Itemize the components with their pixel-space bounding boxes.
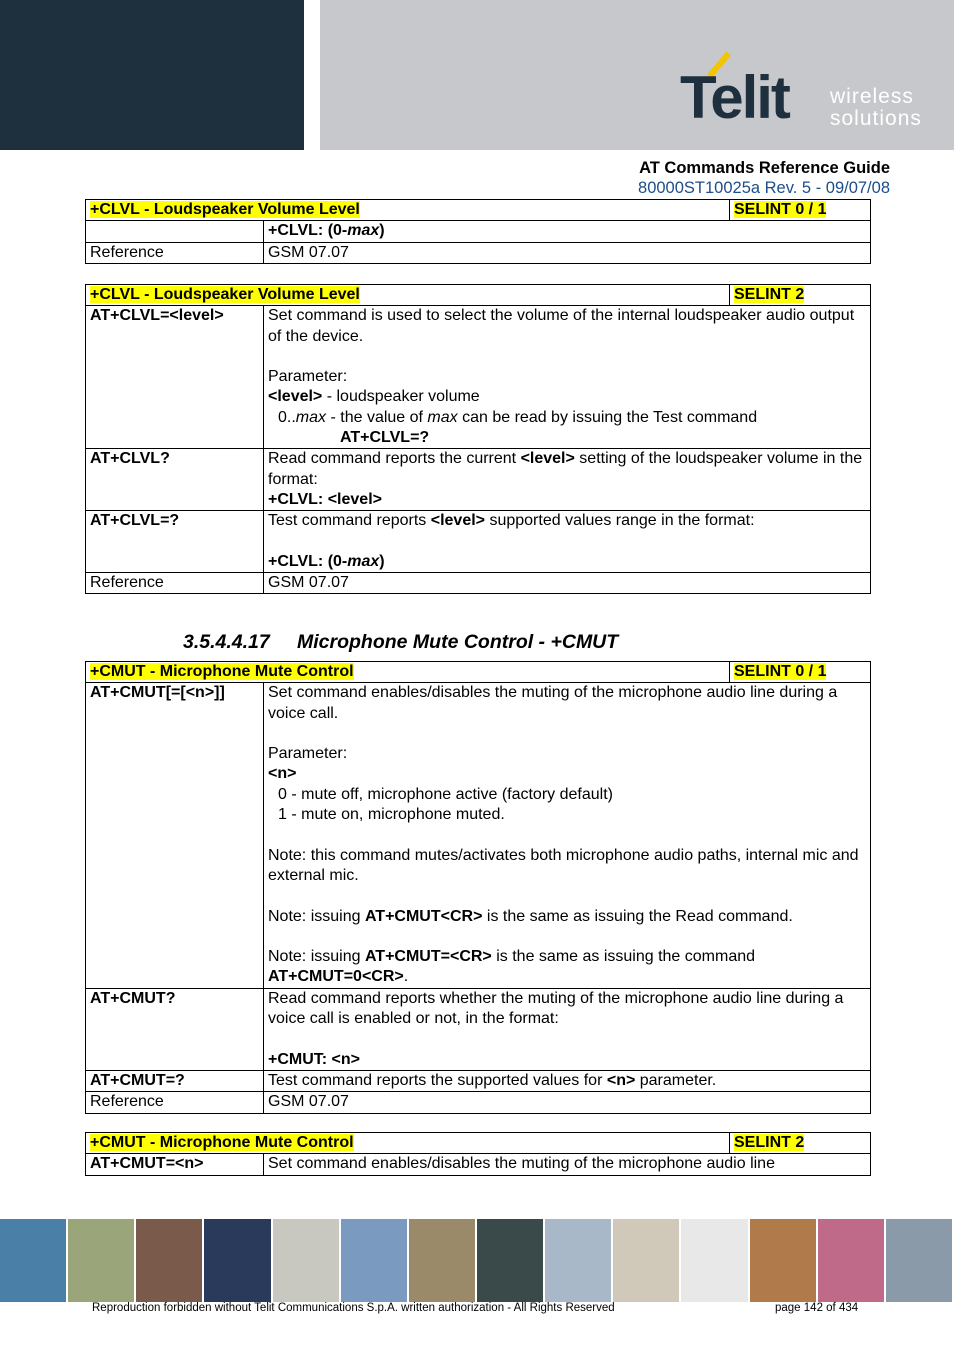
strip-photo [750,1219,818,1302]
header-dark-panel [0,0,304,150]
test-command: AT+CMUT=? [86,1070,264,1091]
section-heading: 3.5.4.4.17 Microphone Mute Control - +CMUT [183,631,619,653]
cmut-table-selint01 [85,661,871,1114]
strip-photo [477,1219,545,1302]
set-description: Set command enables/disables the muting of the microphone audio line during a voice call. Parameter: <n> 0 - mute off, microphone active (factory default) 1 - mute on, microphone muted. Note: this command mutes/activates both microphone audio paths, internal mic and external mic. Note: issuing AT+CMUT<CR> is the same as issuing the Read command. Note: issuing AT+CMUT=<CR> is the same as issuing the command AT+CMUT=0<CR>. [264,683,871,988]
strip-photo [613,1219,681,1302]
footer-notice: Reproduction forbidden without Telit Communications S.p.A. written authorization - All Rights Reserved [92,1302,615,1314]
reference-label: Reference [86,573,264,594]
footer-photo-strip [0,1219,954,1302]
strip-photo [545,1219,613,1302]
reference-value: GSM 07.07 [264,1092,871,1113]
selint-badge: SELINT 0 / 1 [734,663,827,680]
reference-value: GSM 07.07 [264,242,871,263]
clvl-table-selint01 [85,199,871,264]
document-revision: 80000ST10025a Rev. 5 - 09/07/08 [638,179,890,197]
strip-photo [0,1219,68,1302]
strip-photo [136,1219,204,1302]
clvl-table-selint2 [85,284,871,594]
test-description: Test command reports <level> supported values range in the format: +CLVL: (0-max) [264,511,871,573]
read-command: AT+CMUT? [86,988,264,1070]
strip-photo [818,1219,886,1302]
strip-photo [204,1219,272,1302]
table-header: +CMUT - Microphone Mute Control [90,1134,354,1151]
selint-badge: SELINT 0 / 1 [734,201,827,218]
table-header: +CMUT - Microphone Mute Control [90,663,354,680]
strip-photo [681,1219,749,1302]
selint-badge: SELINT 2 [734,286,805,303]
read-description: Read command reports the current <level> setting of the loudspeaker volume in the format: +CLVL: <level> [264,449,871,511]
set-description: Set command enables/disables the muting of the microphone audio line [264,1154,871,1175]
logo-tagline: wireless solutions [830,85,922,130]
table-header: +CLVL - Loudspeaker Volume Level [90,286,360,303]
telit-logo [680,50,940,130]
table-header: +CLVL - Loudspeaker Volume Level [90,201,360,218]
test-description: Test command reports the supported values for <n> parameter. [264,1070,871,1091]
strip-photo [409,1219,477,1302]
strip-photo [68,1219,136,1302]
reference-value: GSM 07.07 [264,573,871,594]
document-title: AT Commands Reference Guide [639,159,890,177]
reference-label: Reference [86,242,264,263]
set-description: Set command is used to select the volume of the internal loudspeaker audio output of the device. Parameter: <level> - loudspeaker volume 0..max - the value of max can be read by issuing the Test command AT+CLVL=? [264,306,871,449]
reference-label: Reference [86,1092,264,1113]
strip-photo [341,1219,409,1302]
cmut-table-selint2 [85,1132,871,1176]
read-command: AT+CLVL? [86,449,264,511]
page-number: page 142 of 434 [775,1302,859,1314]
set-command: AT+CMUT[=[<n>]] [86,683,264,988]
strip-photo [273,1219,341,1302]
selint-badge: SELINT 2 [734,1134,805,1151]
logo-word: Telit [680,64,789,131]
test-command: AT+CLVL=? [86,511,264,573]
set-command: AT+CLVL=<level> [86,306,264,449]
set-command: AT+CMUT=<n> [86,1154,264,1175]
read-description: Read command reports whether the muting of the microphone audio line during a voice call is enabled or not, in the format: +CMUT: <n> [264,988,871,1070]
strip-photo [886,1219,954,1302]
format-cell: +CLVL: (0-max) [264,221,871,242]
